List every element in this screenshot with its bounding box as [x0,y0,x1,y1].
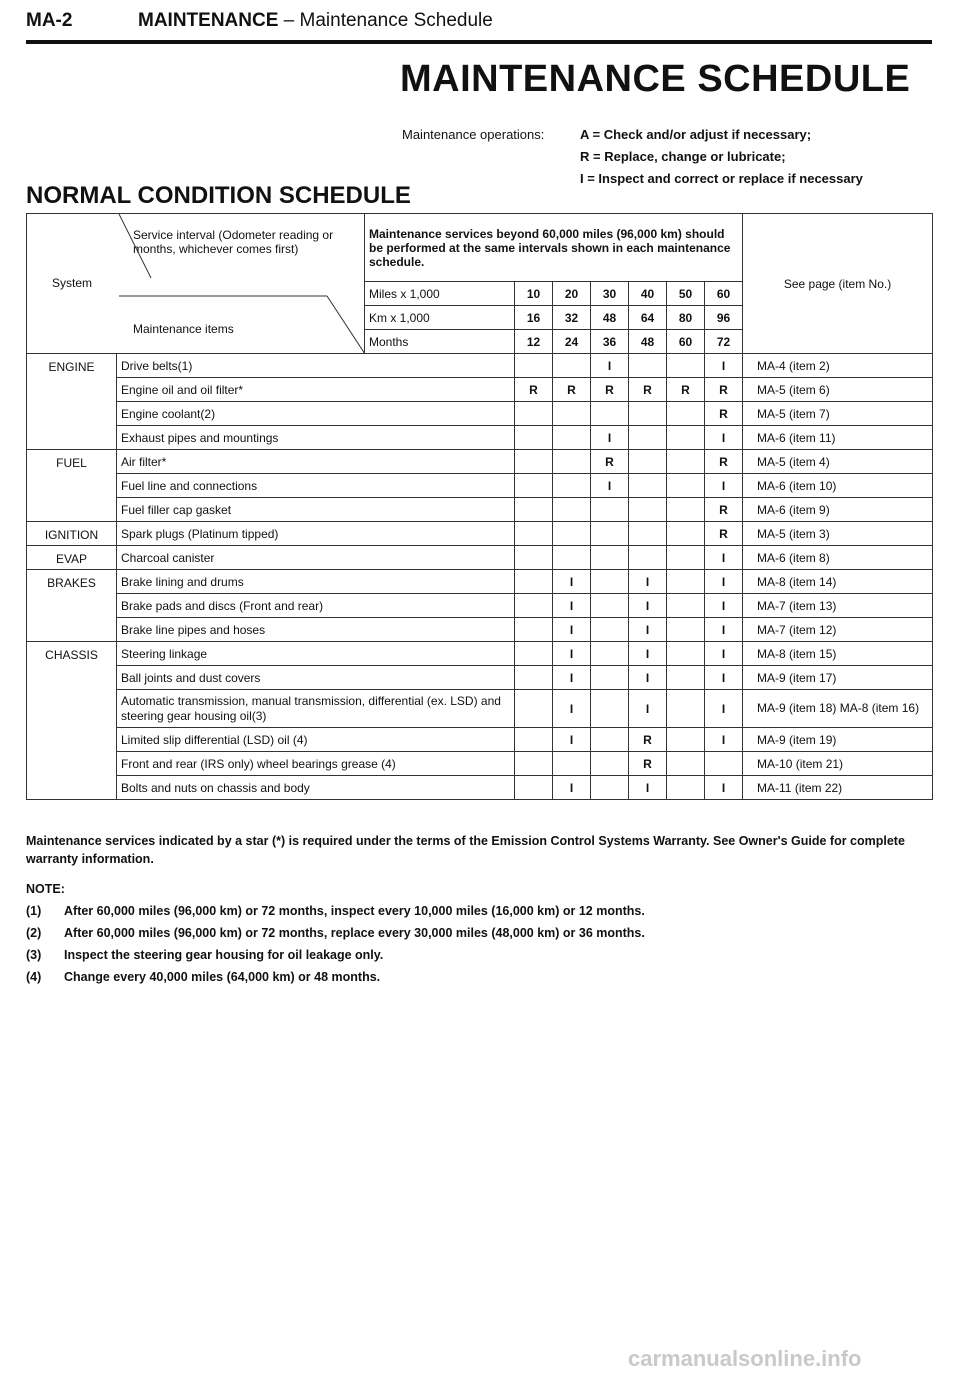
see-page-cell: MA-6 (item 11) [743,426,933,450]
table-row [27,570,933,594]
operation-cell [629,474,667,498]
page-header [26,4,932,44]
operation-cell: R [553,378,591,402]
operation-cell [515,402,553,426]
operation-cell: I [705,728,743,752]
months-interval-1: 24 [553,330,591,354]
operation-cell: I [705,594,743,618]
operation-cell [629,450,667,474]
maintenance-items-header: Maintenance items [133,322,234,336]
system-cell: BRAKES [27,570,117,642]
operation-cell [553,402,591,426]
operations-label: Maintenance operations: [402,127,545,142]
operation-cell [591,642,629,666]
see-page-cell: MA-6 (item 9) [743,498,933,522]
operation-cell [591,618,629,642]
see-page-cell: MA-5 (item 3) [743,522,933,546]
operation-cell: I [705,426,743,450]
operation-cell: I [705,354,743,378]
note-item [26,948,932,962]
table-row [27,666,933,690]
miles-interval-2: 30 [591,282,629,306]
operation-cell: R [515,378,553,402]
page-number: MA-2 [26,10,73,31]
note-item [26,970,932,984]
see-page-cell: MA-8 (item 15) [743,642,933,666]
operation-cell [553,498,591,522]
operation-a: A = Check and/or adjust if necessary; [580,127,812,142]
operation-cell [515,498,553,522]
operation-cell [591,666,629,690]
maintenance-item-cell: Spark plugs (Platinum tipped) [117,522,515,546]
service-interval-header: Service interval (Odometer reading or months, whichever comes first) [133,228,334,256]
maintenance-item-cell: Air filter* [117,450,515,474]
operation-cell [515,570,553,594]
operation-cell: I [705,642,743,666]
km-interval-5: 96 [705,306,743,330]
operation-cell [667,522,705,546]
maintenance-schedule-table [26,213,933,800]
operation-cell [591,402,629,426]
maintenance-item-cell: Fuel line and connections [117,474,515,498]
operation-cell [667,570,705,594]
beyond-60000-note: Maintenance services beyond 60,000 miles (96,000 km) should be performed at the same intervals shown in each maintenance schedule. [365,214,743,282]
note-text: After 60,000 miles (96,000 km) or 72 months, inspect every 10,000 miles (16,000 km) or 12 months. [64,904,645,918]
operation-cell [553,474,591,498]
operation-cell [591,594,629,618]
header-diagonal-cell [27,214,365,354]
page-title: MAINTENANCE SCHEDULE [400,58,911,100]
operation-r: R = Replace, change or lubricate; [580,149,786,164]
note-header: NOTE: [26,882,65,896]
note-number: (2) [26,926,42,940]
km-interval-4: 80 [667,306,705,330]
see-page-cell: MA-6 (item 10) [743,474,933,498]
maintenance-item-cell: Exhaust pipes and mountings [117,426,515,450]
maintenance-item-cell: Ball joints and dust covers [117,666,515,690]
see-page-cell: MA-9 (item 18) MA-8 (item 16) [743,690,933,728]
note-number: (4) [26,970,42,984]
operation-cell [591,546,629,570]
table-row [27,498,933,522]
system-cell: ENGINE [27,354,117,450]
table-row [27,474,933,498]
system-cell: IGNITION [27,522,117,546]
maintenance-item-cell: Charcoal canister [117,546,515,570]
operation-cell: I [553,690,591,728]
months-interval-0: 12 [515,330,553,354]
operation-cell: I [629,666,667,690]
operation-cell: R [667,378,705,402]
operation-cell [553,522,591,546]
operation-cell [591,498,629,522]
operation-cell [667,594,705,618]
miles-label: Miles x 1,000 [365,282,515,306]
operation-cell: I [705,666,743,690]
operation-cell: R [629,728,667,752]
see-page-cell: MA-5 (item 6) [743,378,933,402]
operation-cell [629,402,667,426]
operation-cell [591,570,629,594]
operation-cell: R [705,402,743,426]
operation-cell [667,666,705,690]
operation-cell: R [705,498,743,522]
operation-cell [629,546,667,570]
maintenance-item-cell: Bolts and nuts on chassis and body [117,776,515,800]
maintenance-item-cell: Steering linkage [117,642,515,666]
see-page-cell: MA-10 (item 21) [743,752,933,776]
operation-cell [515,354,553,378]
operation-cell [629,354,667,378]
maintenance-item-cell: Limited slip differential (LSD) oil (4) [117,728,515,752]
operation-cell: I [629,618,667,642]
operation-cell [515,618,553,642]
see-page-cell: MA-6 (item 8) [743,546,933,570]
operation-cell: I [553,776,591,800]
table-row [27,594,933,618]
table-row [27,776,933,800]
operation-cell [667,354,705,378]
months-interval-3: 48 [629,330,667,354]
see-page-cell: MA-4 (item 2) [743,354,933,378]
months-label: Months [365,330,515,354]
miles-interval-4: 50 [667,282,705,306]
operation-cell: I [629,642,667,666]
operation-cell: I [553,666,591,690]
operation-cell [515,752,553,776]
schedule-subtitle: NORMAL CONDITION SCHEDULE [26,182,411,209]
see-page-cell: MA-7 (item 12) [743,618,933,642]
note-text: Inspect the steering gear housing for oil leakage only. [64,948,384,962]
system-cell: CHASSIS [27,642,117,800]
operation-cell [553,546,591,570]
months-interval-4: 60 [667,330,705,354]
operation-cell: R [705,522,743,546]
operation-cell: R [591,450,629,474]
months-interval-5: 72 [705,330,743,354]
maintenance-item-cell: Drive belts(1) [117,354,515,378]
operation-cell: I [705,570,743,594]
maintenance-item-cell: Brake line pipes and hoses [117,618,515,642]
see-page-cell: MA-9 (item 19) [743,728,933,752]
operation-cell [629,426,667,450]
table-row [27,752,933,776]
operation-cell [515,666,553,690]
operation-cell [591,690,629,728]
miles-interval-1: 20 [553,282,591,306]
operation-cell [553,426,591,450]
miles-interval-3: 40 [629,282,667,306]
operation-cell [553,450,591,474]
maintenance-item-cell: Front and rear (IRS only) wheel bearings grease (4) [117,752,515,776]
operation-cell: R [705,378,743,402]
table-row [27,354,933,378]
note-number: (3) [26,948,42,962]
note-list [26,904,932,984]
operation-cell [667,618,705,642]
see-page-cell: MA-5 (item 4) [743,450,933,474]
operation-cell [705,752,743,776]
table-row [27,690,933,728]
note-text: Change every 40,000 miles (64,000 km) or 48 months. [64,970,381,984]
miles-interval-5: 60 [705,282,743,306]
operation-cell [667,474,705,498]
operation-cell [667,776,705,800]
table-row [27,426,933,450]
miles-interval-0: 10 [515,282,553,306]
note-text: After 60,000 miles (96,000 km) or 72 months, replace every 30,000 miles (48,000 km) or 36 months. [64,926,645,940]
operation-cell: R [629,752,667,776]
operation-cell: I [553,570,591,594]
operation-cell [591,728,629,752]
operation-cell [515,594,553,618]
operation-i: I = Inspect and correct or replace if necessary [580,171,863,186]
table-row [27,522,933,546]
operation-cell [629,522,667,546]
operation-cell [667,450,705,474]
operation-cell: I [553,728,591,752]
operation-cell [667,642,705,666]
operation-cell: I [553,594,591,618]
note-item [26,904,932,918]
operation-cell: I [705,618,743,642]
operation-cell: R [591,378,629,402]
operation-cell [629,498,667,522]
maintenance-item-cell: Engine oil and oil filter* [117,378,515,402]
table-row [27,546,933,570]
operation-cell [515,426,553,450]
see-page-header: See page (item No.) [743,214,933,354]
system-cell: EVAP [27,546,117,570]
table-row [27,402,933,426]
operation-cell [667,546,705,570]
operation-cell [667,402,705,426]
maintenance-item-cell: Brake pads and discs (Front and rear) [117,594,515,618]
operation-cell: I [629,594,667,618]
operation-cell: I [591,426,629,450]
see-page-cell: MA-7 (item 13) [743,594,933,618]
operation-cell: I [705,690,743,728]
system-cell: FUEL [27,450,117,522]
operation-cell [591,776,629,800]
operation-cell [515,690,553,728]
operation-cell [515,522,553,546]
system-header: System [51,276,92,290]
maintenance-item-cell: Engine coolant(2) [117,402,515,426]
operation-cell [667,690,705,728]
operation-cell [591,752,629,776]
note-number: (1) [26,904,42,918]
see-page-cell: MA-9 (item 17) [743,666,933,690]
table-row [27,450,933,474]
maintenance-item-cell: Automatic transmission, manual transmission, differential (ex. LSD) and steering gear housing oil(3) [117,690,515,728]
subsection-name: – Maintenance Schedule [283,10,493,31]
table-row [27,728,933,752]
star-note: Maintenance services indicated by a star (*) is required under the terms of the Emission Control Systems Warranty. See Owner's Guide for complete warranty information. [26,834,905,866]
operation-cell: I [629,690,667,728]
km-label: Km x 1,000 [365,306,515,330]
operation-cell: I [705,546,743,570]
km-interval-2: 48 [591,306,629,330]
see-page-cell: MA-8 (item 14) [743,570,933,594]
operation-cell: R [629,378,667,402]
operation-cell: I [705,776,743,800]
section-name: MAINTENANCE [138,10,279,31]
operation-cell: I [553,618,591,642]
operation-cell: R [705,450,743,474]
operation-cell [515,474,553,498]
see-page-cell: MA-5 (item 7) [743,402,933,426]
note-item [26,926,932,940]
table-row [27,618,933,642]
table-row [27,642,933,666]
operation-cell: I [591,354,629,378]
operation-cell [553,752,591,776]
operation-cell: I [553,642,591,666]
watermark: carmanualsonline.info [628,1346,862,1371]
operation-cell [667,752,705,776]
operation-cell [667,498,705,522]
notes-section [26,832,932,984]
maintenance-item-cell: Fuel filler cap gasket [117,498,515,522]
operation-cell: I [629,776,667,800]
operation-cell: I [629,570,667,594]
see-page-cell: MA-11 (item 22) [743,776,933,800]
operation-cell [667,426,705,450]
operation-cell [591,522,629,546]
operation-cell [553,354,591,378]
operation-cell [515,642,553,666]
table-row [27,378,933,402]
maintenance-item-cell: Brake lining and drums [117,570,515,594]
operation-cell [515,546,553,570]
operation-cell [515,450,553,474]
operation-cell: I [591,474,629,498]
months-interval-2: 36 [591,330,629,354]
operation-cell [515,728,553,752]
km-interval-3: 64 [629,306,667,330]
section-title [138,10,493,32]
operation-cell: I [705,474,743,498]
km-interval-0: 16 [515,306,553,330]
operation-cell [667,728,705,752]
operation-cell [515,776,553,800]
km-interval-1: 32 [553,306,591,330]
